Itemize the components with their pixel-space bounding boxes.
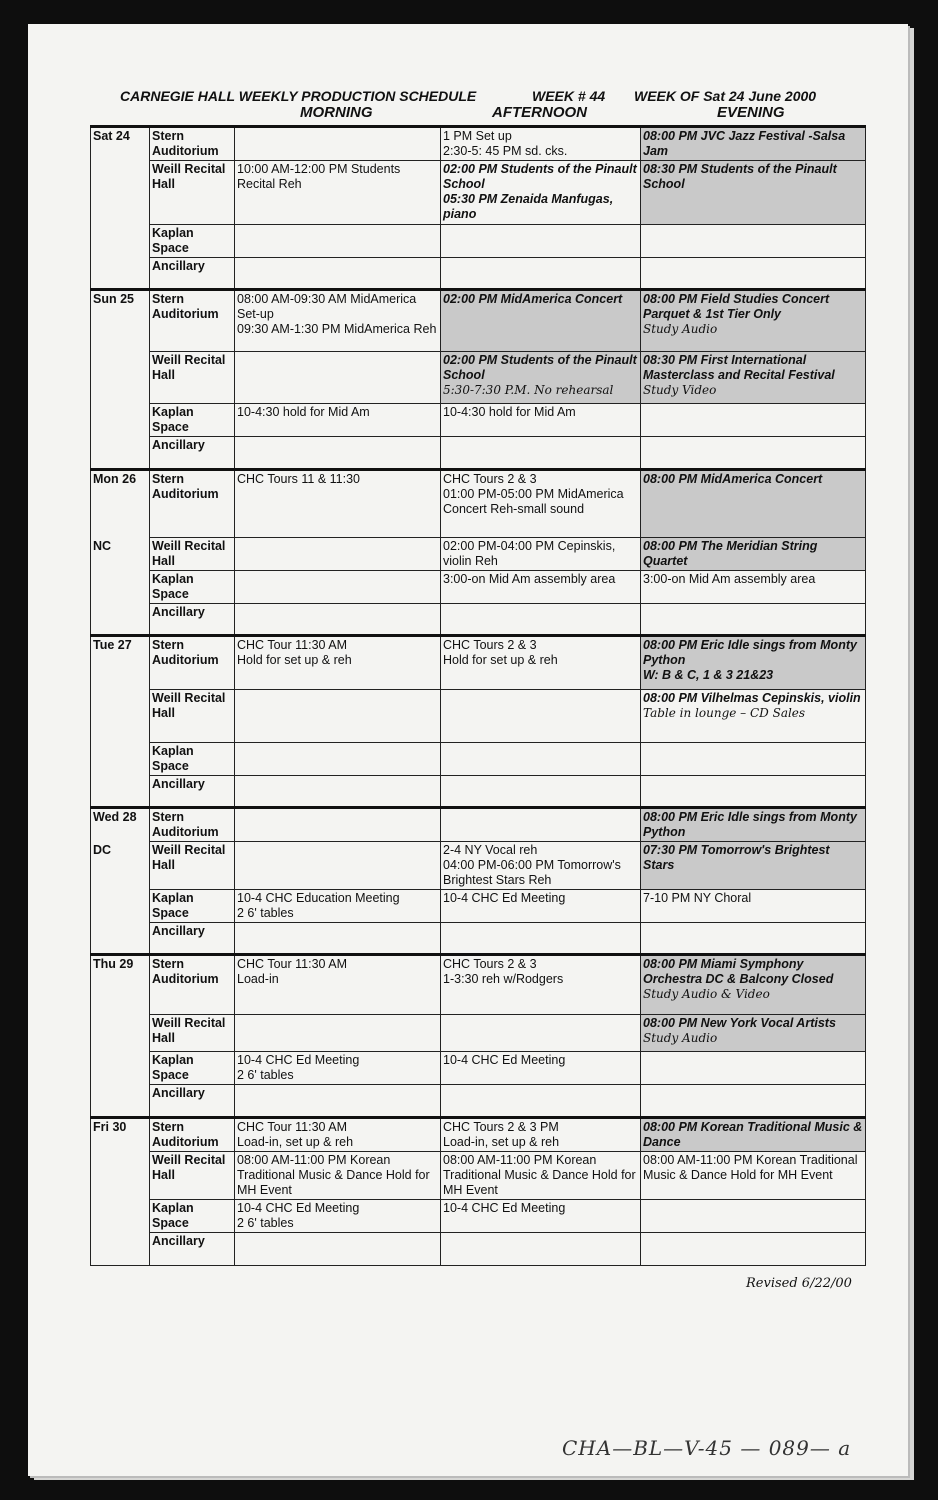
revised-note: Revised 6/22/00 bbox=[746, 1276, 852, 1291]
morning-cell bbox=[235, 437, 441, 470]
entry-line: 10-4 CHC Ed Meeting bbox=[443, 1201, 566, 1215]
entry-line: 08:30 PM First International Masterclass and Recital Festival bbox=[643, 353, 835, 382]
entry-line: 10-4 CHC Education Meeting bbox=[237, 891, 400, 905]
day-cell bbox=[91, 690, 150, 743]
afternoon-cell bbox=[441, 290, 641, 352]
entry-line: 3:00-on Mid Am assembly area bbox=[443, 572, 616, 586]
schedule-row bbox=[91, 955, 866, 1015]
morning-cell bbox=[235, 1152, 441, 1200]
day-cell bbox=[91, 1233, 150, 1266]
day-cell bbox=[91, 1085, 150, 1118]
entry-line: Load-in bbox=[237, 972, 279, 986]
entry-line: 2 6' tables bbox=[237, 906, 294, 920]
day-cell bbox=[91, 604, 150, 636]
schedule-row bbox=[91, 1052, 866, 1085]
entry-line: Study Audio & Video bbox=[643, 987, 770, 1001]
evening-cell bbox=[641, 955, 866, 1015]
day-cell: Wed 28 bbox=[91, 808, 150, 842]
morning-cell bbox=[235, 776, 441, 808]
evening-cell bbox=[641, 1015, 866, 1052]
entry-line: 10:00 AM-12:00 PM Students Recital Reh bbox=[237, 162, 401, 191]
heading-evening: EVENING bbox=[717, 104, 785, 121]
schedule-row bbox=[91, 808, 866, 842]
schedule-row bbox=[91, 470, 866, 538]
entry-line: Load-in, set up & reh bbox=[443, 1135, 560, 1149]
schedule-row bbox=[91, 437, 866, 470]
entry-line: 08:00 PM Field Studies Concert Parquet & 1st Tier Only bbox=[643, 292, 830, 321]
afternoon-cell bbox=[441, 1085, 641, 1118]
entry-line: 08:30 PM Students of the Pinault School bbox=[643, 162, 837, 191]
room-cell: Weill Recital Hall bbox=[150, 352, 235, 404]
day-cell bbox=[91, 571, 150, 604]
room-cell: Stern Auditorium bbox=[150, 955, 235, 1015]
day-cell bbox=[91, 1015, 150, 1052]
day-cell: DC bbox=[91, 842, 150, 890]
morning-cell bbox=[235, 890, 441, 923]
entry-line: CHC Tours 2 & 3 PM bbox=[443, 1120, 559, 1134]
room-cell: Ancillary bbox=[150, 604, 235, 636]
day-cell bbox=[91, 225, 150, 258]
afternoon-cell bbox=[441, 1118, 641, 1152]
week-of: WEEK OF Sat 24 June 2000 bbox=[634, 88, 817, 104]
morning-cell bbox=[235, 1118, 441, 1152]
day-cell: Fri 30 bbox=[91, 1118, 150, 1152]
entry-line: W: B & C, 1 & 3 21&23 bbox=[643, 668, 774, 682]
afternoon-cell bbox=[441, 604, 641, 636]
schedule-row bbox=[91, 127, 866, 161]
room-cell: Weill Recital Hall bbox=[150, 161, 235, 225]
schedule-row bbox=[91, 225, 866, 258]
day-cell: Sun 25 bbox=[91, 290, 150, 352]
morning-cell bbox=[235, 1015, 441, 1052]
room-cell: Kaplan Space bbox=[150, 743, 235, 776]
day-cell bbox=[91, 352, 150, 404]
afternoon-cell bbox=[441, 890, 641, 923]
entry-line: Hold for set up & reh bbox=[237, 653, 352, 667]
evening-cell bbox=[641, 1152, 866, 1200]
evening-cell bbox=[641, 1200, 866, 1233]
room-cell: Ancillary bbox=[150, 1085, 235, 1118]
entry-line: 08:00 AM-11:00 PM Korean Traditional Music & Dance Hold for MH Event bbox=[443, 1153, 636, 1197]
schedule-row bbox=[91, 1152, 866, 1200]
entry-line: 08:00 AM-11:00 PM Korean Traditional Music & Dance Hold for MH Event bbox=[237, 1153, 430, 1197]
morning-cell bbox=[235, 842, 441, 890]
entry-line: 05:30 PM Zenaida Manfugas, piano bbox=[443, 192, 614, 221]
evening-cell bbox=[641, 258, 866, 290]
room-cell: Weill Recital Hall bbox=[150, 690, 235, 743]
afternoon-cell bbox=[441, 161, 641, 225]
evening-cell bbox=[641, 470, 866, 538]
afternoon-cell bbox=[441, 1200, 641, 1233]
afternoon-cell bbox=[441, 1152, 641, 1200]
room-cell: Stern Auditorium bbox=[150, 808, 235, 842]
room-cell: Kaplan Space bbox=[150, 1052, 235, 1085]
entry-line: 1 PM Set up bbox=[443, 129, 512, 143]
afternoon-cell bbox=[441, 690, 641, 743]
morning-cell bbox=[235, 290, 441, 352]
entry-line: 10-4 CHC Ed Meeting bbox=[237, 1053, 360, 1067]
evening-cell bbox=[641, 890, 866, 923]
morning-cell bbox=[235, 1085, 441, 1118]
entry-line: CHC Tours 11 & 11:30 bbox=[237, 472, 360, 486]
entry-line: 2:30-5: 45 PM sd. cks. bbox=[443, 144, 568, 158]
afternoon-cell bbox=[441, 1233, 641, 1266]
schedule-row bbox=[91, 1015, 866, 1052]
entry-line: 08:00 PM Korean Traditional Music & Dance bbox=[643, 1120, 863, 1149]
evening-cell bbox=[641, 808, 866, 842]
schedule-row bbox=[91, 352, 866, 404]
schedule-row bbox=[91, 161, 866, 225]
day-cell bbox=[91, 1152, 150, 1200]
afternoon-cell bbox=[441, 538, 641, 571]
entry-line: CHC Tours 2 & 3 bbox=[443, 638, 537, 652]
entry-line: 08:00 PM The Meridian String Quartet bbox=[643, 539, 818, 568]
room-cell: Ancillary bbox=[150, 1233, 235, 1266]
afternoon-cell bbox=[441, 1015, 641, 1052]
day-cell bbox=[91, 258, 150, 290]
room-cell: Weill Recital Hall bbox=[150, 1152, 235, 1200]
schedule-row bbox=[91, 404, 866, 437]
entry-line: CHC Tour 11:30 AM bbox=[237, 957, 348, 971]
schedule-row bbox=[91, 258, 866, 290]
schedule-row bbox=[91, 571, 866, 604]
entry-line: 10-4:30 hold for Mid Am bbox=[237, 405, 370, 419]
entry-line: 02:00 PM Students of the Pinault School bbox=[443, 353, 637, 382]
room-cell: Kaplan Space bbox=[150, 404, 235, 437]
entry-line: Study Audio bbox=[643, 322, 718, 336]
entry-line: 02:00 PM-04:00 PM Cepinskis, violin Reh bbox=[443, 539, 616, 568]
room-cell: Kaplan Space bbox=[150, 225, 235, 258]
day-cell bbox=[91, 161, 150, 225]
morning-cell bbox=[235, 808, 441, 842]
day-cell bbox=[91, 1200, 150, 1233]
evening-cell bbox=[641, 225, 866, 258]
entry-line: 02:00 PM MidAmerica Concert bbox=[443, 292, 623, 306]
morning-cell bbox=[235, 352, 441, 404]
evening-cell bbox=[641, 352, 866, 404]
room-cell: Ancillary bbox=[150, 258, 235, 290]
entry-line: 08:00 PM Vilhelmas Cepinskis, violin bbox=[643, 691, 861, 705]
morning-cell bbox=[235, 470, 441, 538]
schedule-row bbox=[91, 776, 866, 808]
morning-cell bbox=[235, 604, 441, 636]
entry-line: 3:00-on Mid Am assembly area bbox=[643, 572, 816, 586]
evening-cell bbox=[641, 538, 866, 571]
evening-cell bbox=[641, 571, 866, 604]
day-cell bbox=[91, 1052, 150, 1085]
entry-line: 08:00 PM New York Vocal Artists bbox=[643, 1016, 836, 1030]
afternoon-cell bbox=[441, 955, 641, 1015]
afternoon-cell bbox=[441, 842, 641, 890]
schedule-row bbox=[91, 636, 866, 690]
evening-cell bbox=[641, 636, 866, 690]
evening-cell bbox=[641, 290, 866, 352]
entry-line: 08:00 PM Miami Symphony Orchestra DC & Balcony Closed bbox=[643, 957, 834, 986]
schedule-row bbox=[91, 890, 866, 923]
room-cell: Stern Auditorium bbox=[150, 290, 235, 352]
archive-id: CHA—BL—V-45 — 089— a bbox=[562, 1436, 852, 1460]
day-cell: NC bbox=[91, 538, 150, 571]
entry-line: 2 6' tables bbox=[237, 1216, 294, 1230]
evening-cell bbox=[641, 127, 866, 161]
afternoon-cell bbox=[441, 923, 641, 955]
schedule-row bbox=[91, 538, 866, 571]
afternoon-cell bbox=[441, 258, 641, 290]
morning-cell bbox=[235, 923, 441, 955]
room-cell: Weill Recital Hall bbox=[150, 1015, 235, 1052]
entry-line: CHC Tours 2 & 3 bbox=[443, 472, 537, 486]
room-cell: Kaplan Space bbox=[150, 890, 235, 923]
evening-cell bbox=[641, 776, 866, 808]
evening-cell bbox=[641, 604, 866, 636]
afternoon-cell bbox=[441, 225, 641, 258]
afternoon-cell bbox=[441, 1052, 641, 1085]
morning-cell bbox=[235, 127, 441, 161]
morning-cell bbox=[235, 571, 441, 604]
evening-cell bbox=[641, 404, 866, 437]
entry-line: CHC Tours 2 & 3 bbox=[443, 957, 537, 971]
entry-line: CHC Tour 11:30 AM bbox=[237, 1120, 348, 1134]
room-cell: Weill Recital Hall bbox=[150, 842, 235, 890]
day-cell bbox=[91, 890, 150, 923]
entry-line: 08:00 AM-11:00 PM Korean Traditional Music & Dance Hold for MH Event bbox=[643, 1153, 858, 1182]
entry-line: Study Audio bbox=[643, 1031, 718, 1045]
schedule-title: CARNEGIE HALL WEEKLY PRODUCTION SCHEDULE bbox=[120, 88, 477, 104]
day-cell bbox=[91, 923, 150, 955]
day-cell: Mon 26 bbox=[91, 470, 150, 538]
schedule-row bbox=[91, 1118, 866, 1152]
room-cell: Ancillary bbox=[150, 776, 235, 808]
schedule-row bbox=[91, 604, 866, 636]
afternoon-cell bbox=[441, 776, 641, 808]
afternoon-cell bbox=[441, 437, 641, 470]
evening-cell bbox=[641, 161, 866, 225]
entry-line: 07:30 PM Tomorrow's Brightest Stars bbox=[643, 843, 830, 872]
evening-cell bbox=[641, 1118, 866, 1152]
evening-cell bbox=[641, 743, 866, 776]
evening-cell bbox=[641, 1052, 866, 1085]
room-cell: Kaplan Space bbox=[150, 1200, 235, 1233]
room-cell: Stern Auditorium bbox=[150, 1118, 235, 1152]
heading-afternoon: AFTERNOON bbox=[492, 104, 587, 121]
morning-cell bbox=[235, 955, 441, 1015]
day-cell bbox=[91, 743, 150, 776]
room-cell: Ancillary bbox=[150, 437, 235, 470]
afternoon-cell bbox=[441, 352, 641, 404]
room-cell: Stern Auditorium bbox=[150, 470, 235, 538]
schedule-row bbox=[91, 923, 866, 955]
day-cell bbox=[91, 776, 150, 808]
entry-line: Hold for set up & reh bbox=[443, 653, 558, 667]
morning-cell bbox=[235, 1233, 441, 1266]
entry-line: 10-4 CHC Ed Meeting bbox=[443, 1053, 566, 1067]
evening-cell bbox=[641, 437, 866, 470]
schedule-row bbox=[91, 1233, 866, 1266]
evening-cell bbox=[641, 923, 866, 955]
day-cell bbox=[91, 404, 150, 437]
heading-morning: MORNING bbox=[300, 104, 373, 121]
day-cell bbox=[91, 437, 150, 470]
room-cell: Weill Recital Hall bbox=[150, 538, 235, 571]
morning-cell bbox=[235, 743, 441, 776]
evening-cell bbox=[641, 1085, 866, 1118]
evening-cell bbox=[641, 842, 866, 890]
entry-line: Table in lounge – CD Sales bbox=[643, 706, 806, 720]
room-cell: Kaplan Space bbox=[150, 571, 235, 604]
entry-line: 2-4 NY Vocal reh bbox=[443, 843, 538, 857]
entry-line: 08:00 PM Eric Idle sings from Monty Python bbox=[643, 810, 857, 839]
schedule-row bbox=[91, 1200, 866, 1233]
entry-line: Study Video bbox=[643, 383, 717, 397]
afternoon-cell bbox=[441, 470, 641, 538]
morning-cell bbox=[235, 161, 441, 225]
evening-cell bbox=[641, 1233, 866, 1266]
entry-line: 08:00 PM Eric Idle sings from Monty Python bbox=[643, 638, 857, 667]
afternoon-cell bbox=[441, 404, 641, 437]
week-number: WEEK # 44 bbox=[532, 88, 606, 104]
morning-cell bbox=[235, 636, 441, 690]
day-cell: Tue 27 bbox=[91, 636, 150, 690]
room-cell: Stern Auditorium bbox=[150, 636, 235, 690]
entry-line: 1-3:30 reh w/Rodgers bbox=[443, 972, 564, 986]
column-headings bbox=[90, 104, 870, 124]
afternoon-cell bbox=[441, 743, 641, 776]
morning-cell bbox=[235, 538, 441, 571]
entry-line: 2 6' tables bbox=[237, 1068, 294, 1082]
evening-cell bbox=[641, 690, 866, 743]
entry-line: 01:00 PM-05:00 PM MidAmerica Concert Reh-small sound bbox=[443, 487, 624, 516]
entry-line: 08:00 AM-09:30 AM MidAmerica Set-up bbox=[237, 292, 417, 321]
morning-cell bbox=[235, 404, 441, 437]
day-cell: Sat 24 bbox=[91, 127, 150, 161]
room-cell: Stern Auditorium bbox=[150, 127, 235, 161]
entry-line: 10-4 CHC Ed Meeting bbox=[443, 891, 566, 905]
entry-line: 10-4:30 hold for Mid Am bbox=[443, 405, 576, 419]
entry-line: 5:30-7:30 P.M. No rehearsal bbox=[443, 383, 614, 397]
morning-cell bbox=[235, 258, 441, 290]
afternoon-cell bbox=[441, 571, 641, 604]
entry-line: 04:00 PM-06:00 PM Tomorrow's Brightest Stars Reh bbox=[443, 858, 621, 887]
entry-line: 08:00 PM MidAmerica Concert bbox=[643, 472, 823, 486]
entry-line: Load-in, set up & reh bbox=[237, 1135, 354, 1149]
afternoon-cell bbox=[441, 127, 641, 161]
entry-line: 7-10 PM NY Choral bbox=[643, 891, 752, 905]
schedule-row bbox=[91, 842, 866, 890]
schedule-row bbox=[91, 290, 866, 352]
day-cell: Thu 29 bbox=[91, 955, 150, 1015]
schedule-row bbox=[91, 743, 866, 776]
morning-cell bbox=[235, 690, 441, 743]
afternoon-cell bbox=[441, 808, 641, 842]
entry-line: 02:00 PM Students of the Pinault School bbox=[443, 162, 637, 191]
schedule-row bbox=[91, 690, 866, 743]
morning-cell bbox=[235, 225, 441, 258]
entry-line: 10-4 CHC Ed Meeting bbox=[237, 1201, 360, 1215]
entry-line: CHC Tour 11:30 AM bbox=[237, 638, 348, 652]
morning-cell bbox=[235, 1200, 441, 1233]
schedule-table bbox=[90, 125, 866, 1266]
schedule-row bbox=[91, 1085, 866, 1118]
entry-line: 08:00 PM JVC Jazz Festival -Salsa Jam bbox=[643, 129, 846, 158]
afternoon-cell bbox=[441, 636, 641, 690]
morning-cell bbox=[235, 1052, 441, 1085]
room-cell: Ancillary bbox=[150, 923, 235, 955]
entry-line: 09:30 AM-1:30 PM MidAmerica Reh bbox=[237, 322, 437, 336]
